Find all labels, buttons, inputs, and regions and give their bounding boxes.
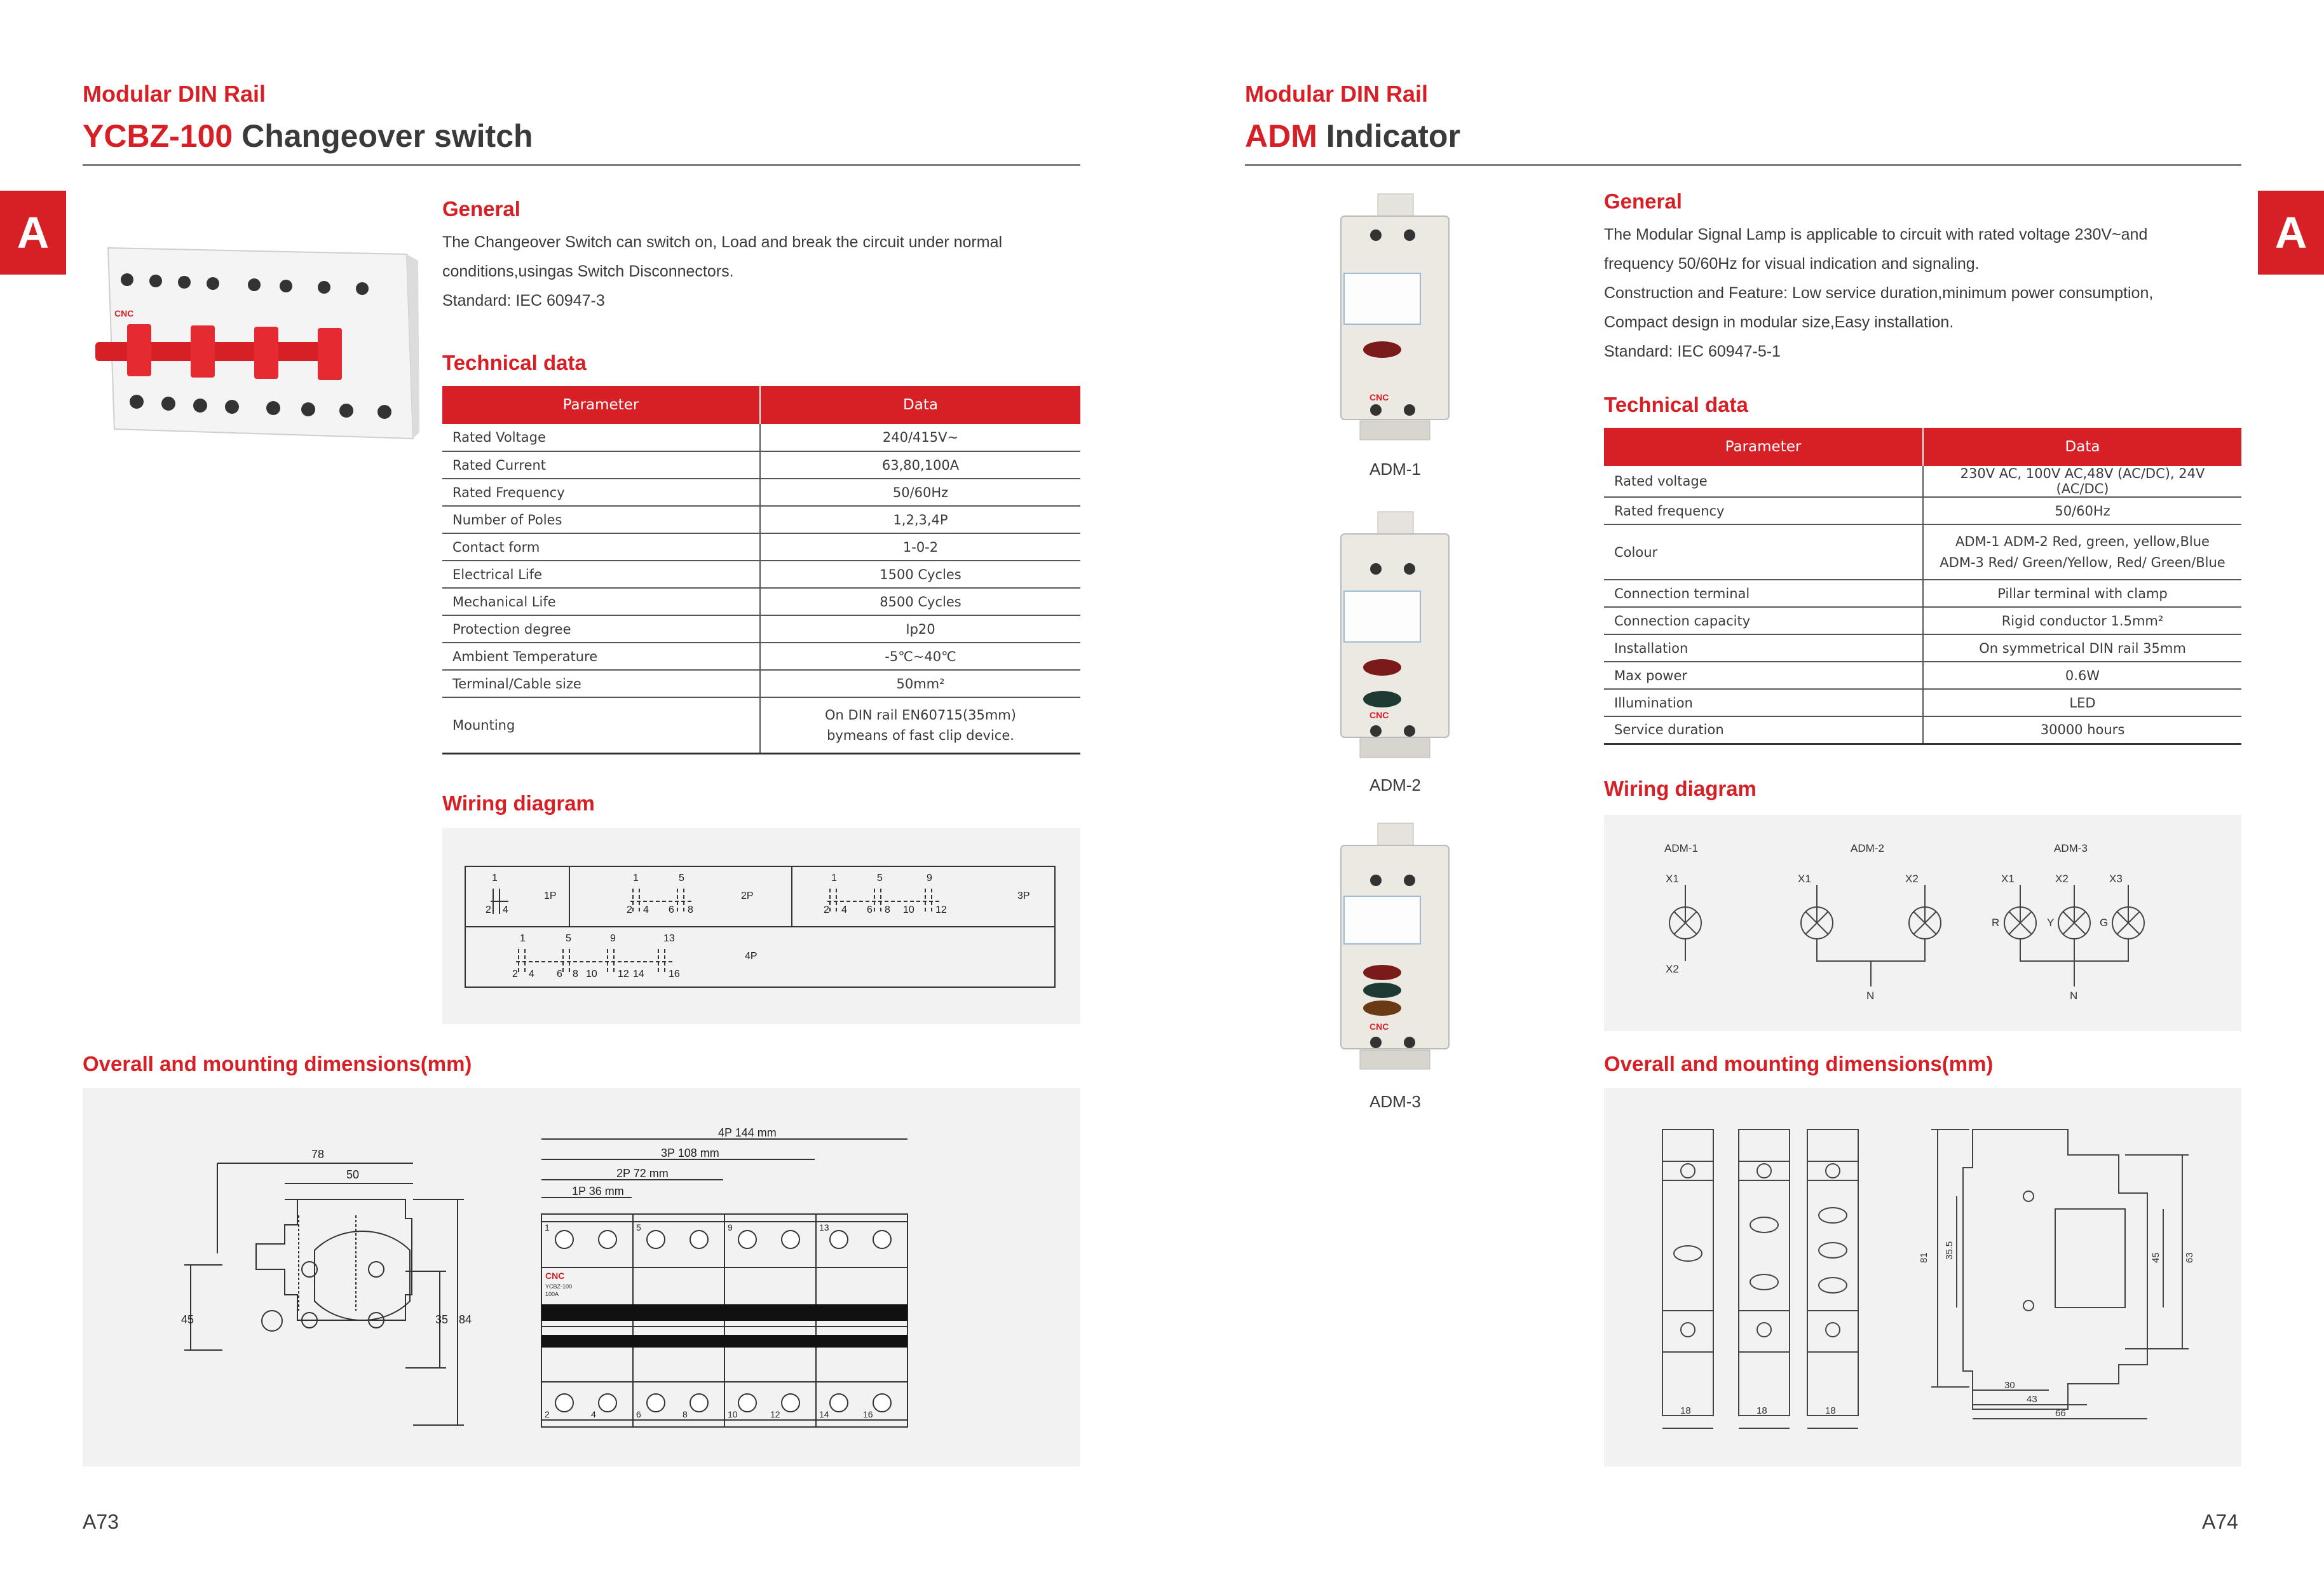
dim-label: 3P 108 mm <box>661 1147 719 1159</box>
spec-value-line: bymeans of fast clip device. <box>827 727 1014 743</box>
wiring-terminal: X2 <box>1905 873 1919 885</box>
wiring-terminal: 2 <box>486 905 491 915</box>
spec-value: Ip20 <box>760 615 1080 643</box>
right-general-line: Construction and Feature: Low service duration,minimum power consumption, <box>1604 284 2154 302</box>
left-title-rule <box>83 164 1080 166</box>
spec-value: 63,80,100A <box>760 451 1080 479</box>
changeover-switch-photo <box>89 235 419 451</box>
adm-brand: CNC <box>1369 1021 1389 1032</box>
spec-param: Illumination <box>1604 689 1923 716</box>
dim-label: 35.5 <box>1944 1241 1955 1260</box>
right-title-rule <box>1245 164 2241 166</box>
right-dims-heading: Overall and mounting dimensions(mm) <box>1604 1052 1994 1075</box>
wiring-terminal: 12 <box>618 969 629 980</box>
dim-label: 18 <box>1757 1405 1767 1416</box>
left-tech-heading: Technical data <box>442 351 587 374</box>
spec-value: 30000 hours <box>1923 716 2241 744</box>
table-row <box>1604 634 2241 662</box>
wiring-color: G <box>2100 917 2109 929</box>
right-spec-header-data: Data <box>1923 428 2241 466</box>
dim-terminal: 16 <box>863 1409 873 1419</box>
right-wiring-diagram <box>1604 815 2241 1031</box>
spec-param: Mounting <box>442 697 760 753</box>
wiring-terminal: X2 <box>1666 963 1679 975</box>
adm-1-photo <box>1335 191 1455 445</box>
wiring-terminal: 10 <box>903 905 914 915</box>
spec-param: Service duration <box>1604 716 1923 744</box>
adm-1-caption: ADM-1 <box>1369 460 1421 479</box>
spec-param: Terminal/Cable size <box>442 670 760 697</box>
left-wiring-diagram <box>442 828 1080 1024</box>
dim-terminal: 12 <box>770 1409 780 1419</box>
wiring-terminal: 1 <box>831 873 837 884</box>
wiring-terminal: X1 <box>1666 873 1679 885</box>
left-dims-drawing <box>83 1088 1080 1466</box>
dim-label: 30 <box>2004 1380 2015 1391</box>
wiring-terminal: 4 <box>643 905 649 915</box>
dim-label: 43 <box>2027 1394 2037 1405</box>
right-dims-drawing <box>1604 1088 2241 1466</box>
spec-param: Rated frequency <box>1604 497 1923 524</box>
spec-param: Rated voltage <box>1604 466 1923 497</box>
left-product-code: YCBZ-100 <box>83 118 233 154</box>
spec-param: Connection capacity <box>1604 607 1923 634</box>
spec-param: Contact form <box>442 533 760 561</box>
left-general-line: conditions,usingas Switch Disconnectors. <box>442 263 734 280</box>
spec-value: 50/60Hz <box>1923 497 2241 524</box>
wiring-terminal: N <box>1866 990 1875 1002</box>
wiring-terminal: X1 <box>2001 873 2015 885</box>
left-general-line: The Changeover Switch can switch on, Load and break the circuit under normal <box>442 233 1003 251</box>
right-general-line: The Modular Signal Lamp is applicable to circuit with rated voltage 230V~and <box>1604 226 2148 243</box>
table-row <box>442 479 1080 506</box>
right-page-title <box>1245 118 1460 154</box>
wiring-terminal: 2 <box>512 969 518 980</box>
wiring-terminal: 16 <box>669 969 680 980</box>
dim-terminal: 10 <box>728 1409 738 1419</box>
table-row <box>1604 607 2241 634</box>
spec-value: 230V AC, 100V AC,48V (AC/DC), 24V (AC/DC) <box>1923 466 2241 497</box>
spec-param: Mechanical Life <box>442 588 760 615</box>
spec-param: Protection degree <box>442 615 760 643</box>
dim-label: 63 <box>2184 1252 2195 1263</box>
spec-value: 240/415V~ <box>760 424 1080 451</box>
spec-value: 50/60Hz <box>760 479 1080 506</box>
right-section-tab: A <box>2258 191 2324 275</box>
dim-label: 18 <box>1680 1405 1691 1416</box>
spec-value: LED <box>1923 689 2241 716</box>
left-spec-header-parameter: Parameter <box>442 386 760 424</box>
spec-param: Rated Frequency <box>442 479 760 506</box>
spec-value: -5℃~40℃ <box>760 643 1080 670</box>
adm-2-caption: ADM-2 <box>1369 775 1421 795</box>
left-spec-header-data: Data <box>760 386 1080 424</box>
table-row <box>442 643 1080 670</box>
right-general-text <box>1604 220 2241 366</box>
wiring-pole-label: 2P <box>741 891 754 901</box>
left-spec-table <box>442 386 1080 754</box>
dim-label: 18 <box>1825 1405 1836 1416</box>
dim-brand: CNC <box>545 1271 565 1281</box>
adm-3-caption: ADM-3 <box>1369 1092 1421 1111</box>
spec-param: Rated Current <box>442 451 760 479</box>
wiring-color: R <box>1992 917 2000 929</box>
dim-terminal: 2 <box>545 1409 550 1419</box>
wiring-terminal: 14 <box>633 969 644 980</box>
wiring-terminal: 6 <box>669 905 674 915</box>
dim-label: 78 <box>311 1148 325 1161</box>
wiring-terminal: 6 <box>557 969 562 980</box>
table-row <box>1604 580 2241 607</box>
spec-value: Pillar terminal with clamp <box>1923 580 2241 607</box>
dim-terminal: 13 <box>819 1222 829 1232</box>
wiring-terminal: X1 <box>1798 873 1811 885</box>
spec-value: Rigid conductor 1.5mm² <box>1923 607 2241 634</box>
table-row <box>1604 524 2241 580</box>
dim-terminal: 5 <box>636 1222 641 1232</box>
wiring-terminal: 1 <box>520 933 526 944</box>
dim-label: 50 <box>346 1168 360 1181</box>
spec-value: 8500 Cycles <box>760 588 1080 615</box>
left-product-brand: CNC <box>114 308 134 318</box>
table-row <box>1604 689 2241 716</box>
spec-value <box>1923 524 2241 580</box>
dim-label: 45 <box>181 1313 194 1326</box>
wiring-terminal: 9 <box>927 873 932 884</box>
table-row <box>1604 466 2241 497</box>
wiring-terminal: 5 <box>679 873 684 884</box>
table-row <box>442 697 1080 753</box>
wiring-terminal: 4 <box>529 969 534 980</box>
left-general-line: Standard: IEC 60947-3 <box>442 292 605 310</box>
wiring-terminal: 4 <box>841 905 847 915</box>
wiring-terminal: 8 <box>573 969 578 980</box>
spec-param: Rated Voltage <box>442 424 760 451</box>
spec-value: 0.6W <box>1923 662 2241 689</box>
right-wiring-heading: Wiring diagram <box>1604 777 1757 800</box>
left-dims-heading: Overall and mounting dimensions(mm) <box>83 1052 472 1075</box>
spec-param: Ambient Temperature <box>442 643 760 670</box>
table-row <box>442 615 1080 643</box>
adm-brand: CNC <box>1369 710 1389 720</box>
spec-value: 1-0-2 <box>760 533 1080 561</box>
dim-model: YCBZ-100 <box>545 1283 573 1290</box>
left-spec-header-row <box>442 386 1080 424</box>
left-section-tab: A <box>0 191 66 275</box>
wiring-terminal: 10 <box>586 969 597 980</box>
spec-param: Electrical Life <box>442 561 760 588</box>
left-general-text <box>442 228 1080 315</box>
spec-value-line: ADM-3 Red/ Green/Yellow, Red/ Green/Blue <box>1940 554 2225 570</box>
dim-terminal: 6 <box>636 1409 641 1419</box>
spec-value: 1500 Cycles <box>760 561 1080 588</box>
wiring-terminal: 1 <box>633 873 639 884</box>
table-row <box>442 424 1080 451</box>
table-row <box>442 561 1080 588</box>
dim-label: 81 <box>1919 1252 1929 1263</box>
left-general-heading: General <box>442 197 520 221</box>
wiring-terminal: 9 <box>610 933 616 944</box>
spec-param: Connection terminal <box>1604 580 1923 607</box>
table-row <box>442 588 1080 615</box>
spec-param: Number of Poles <box>442 506 760 533</box>
wiring-terminal: N <box>2070 990 2078 1002</box>
dim-terminal: 8 <box>683 1409 688 1419</box>
right-product-code: ADM <box>1245 118 1317 154</box>
wiring-terminal: 2 <box>627 905 632 915</box>
wiring-terminal: X3 <box>2109 873 2123 885</box>
wiring-terminal: 12 <box>935 905 947 915</box>
wiring-model-label: ADM-1 <box>1664 842 1698 854</box>
wiring-terminal: 4 <box>503 905 508 915</box>
adm-brand: CNC <box>1369 392 1389 402</box>
left-page-title <box>83 118 533 154</box>
table-row <box>442 670 1080 697</box>
left-page-number: A73 <box>83 1510 119 1533</box>
table-row <box>442 506 1080 533</box>
right-spec-header-row <box>1604 428 2241 466</box>
table-row <box>1604 716 2241 744</box>
spec-param: Colour <box>1604 524 1923 580</box>
right-page-number: A74 <box>2202 1510 2238 1533</box>
dim-label: 66 <box>2055 1408 2066 1419</box>
table-row <box>442 533 1080 561</box>
adm-3-photo <box>1335 820 1455 1074</box>
right-tech-heading: Technical data <box>1604 393 1748 416</box>
adm-2-photo <box>1335 509 1455 763</box>
right-general-line: Standard: IEC 60947-5-1 <box>1604 343 1781 360</box>
wiring-terminal: 5 <box>566 933 571 944</box>
spec-value: 1,2,3,4P <box>760 506 1080 533</box>
dim-terminal: 4 <box>591 1409 596 1419</box>
wiring-model-label: ADM-2 <box>1851 842 1884 854</box>
left-series-label: Modular DIN Rail <box>83 81 266 107</box>
table-row <box>1604 497 2241 524</box>
dim-terminal: 9 <box>728 1222 733 1232</box>
spec-value-line: On DIN rail EN60715(35mm) <box>825 707 1016 723</box>
right-product-name: Indicator <box>1326 118 1460 154</box>
left-wiring-heading: Wiring diagram <box>442 791 595 815</box>
spec-value: 50mm² <box>760 670 1080 697</box>
wiring-terminal: 13 <box>663 933 675 944</box>
spec-value: On symmetrical DIN rail 35mm <box>1923 634 2241 662</box>
wiring-terminal: 8 <box>688 905 693 915</box>
spec-value-line: ADM-1 ADM-2 Red, green, yellow,Blue <box>1955 533 2210 549</box>
wiring-model-label: ADM-3 <box>2054 842 2088 854</box>
right-general-line: Compact design in modular size,Easy installation. <box>1604 313 1954 331</box>
dim-rating: 100A <box>545 1291 559 1297</box>
right-dims-panel <box>1604 1088 2241 1466</box>
wiring-terminal: X2 <box>2055 873 2069 885</box>
wiring-pole-label: 3P <box>1017 891 1030 901</box>
wiring-terminal: 2 <box>824 905 829 915</box>
spec-param: Installation <box>1604 634 1923 662</box>
wiring-color: Y <box>2047 917 2055 929</box>
left-wiring-panel <box>442 828 1080 1024</box>
spec-value <box>760 697 1080 753</box>
dim-terminal: 14 <box>819 1409 829 1419</box>
wiring-terminal: 6 <box>867 905 873 915</box>
right-spec-header-parameter: Parameter <box>1604 428 1923 466</box>
dim-label: 1P 36 mm <box>572 1185 624 1198</box>
right-general-line: frequency 50/60Hz for visual indication and signaling. <box>1604 255 1980 273</box>
right-spec-table <box>1604 428 2241 745</box>
left-dims-panel <box>83 1088 1080 1466</box>
table-row <box>1604 662 2241 689</box>
dim-label: 45 <box>2151 1252 2161 1263</box>
dim-label: 35 <box>435 1313 449 1326</box>
wiring-terminal: 5 <box>877 873 883 884</box>
dim-terminal: 1 <box>545 1222 550 1232</box>
wiring-pole-label: 4P <box>745 951 758 962</box>
right-general-heading: General <box>1604 189 1682 213</box>
right-series-label: Modular DIN Rail <box>1245 81 1429 107</box>
dim-label: 4P 144 mm <box>718 1126 777 1139</box>
wiring-terminal: 8 <box>885 905 890 915</box>
dim-label: 2P 72 mm <box>616 1167 669 1180</box>
left-product-name: Changeover switch <box>241 118 533 154</box>
spec-param: Max power <box>1604 662 1923 689</box>
wiring-terminal: 1 <box>492 873 498 884</box>
table-row <box>442 451 1080 479</box>
dim-label: 84 <box>459 1313 472 1326</box>
right-wiring-panel <box>1604 815 2241 1031</box>
wiring-pole-label: 1P <box>544 891 557 901</box>
